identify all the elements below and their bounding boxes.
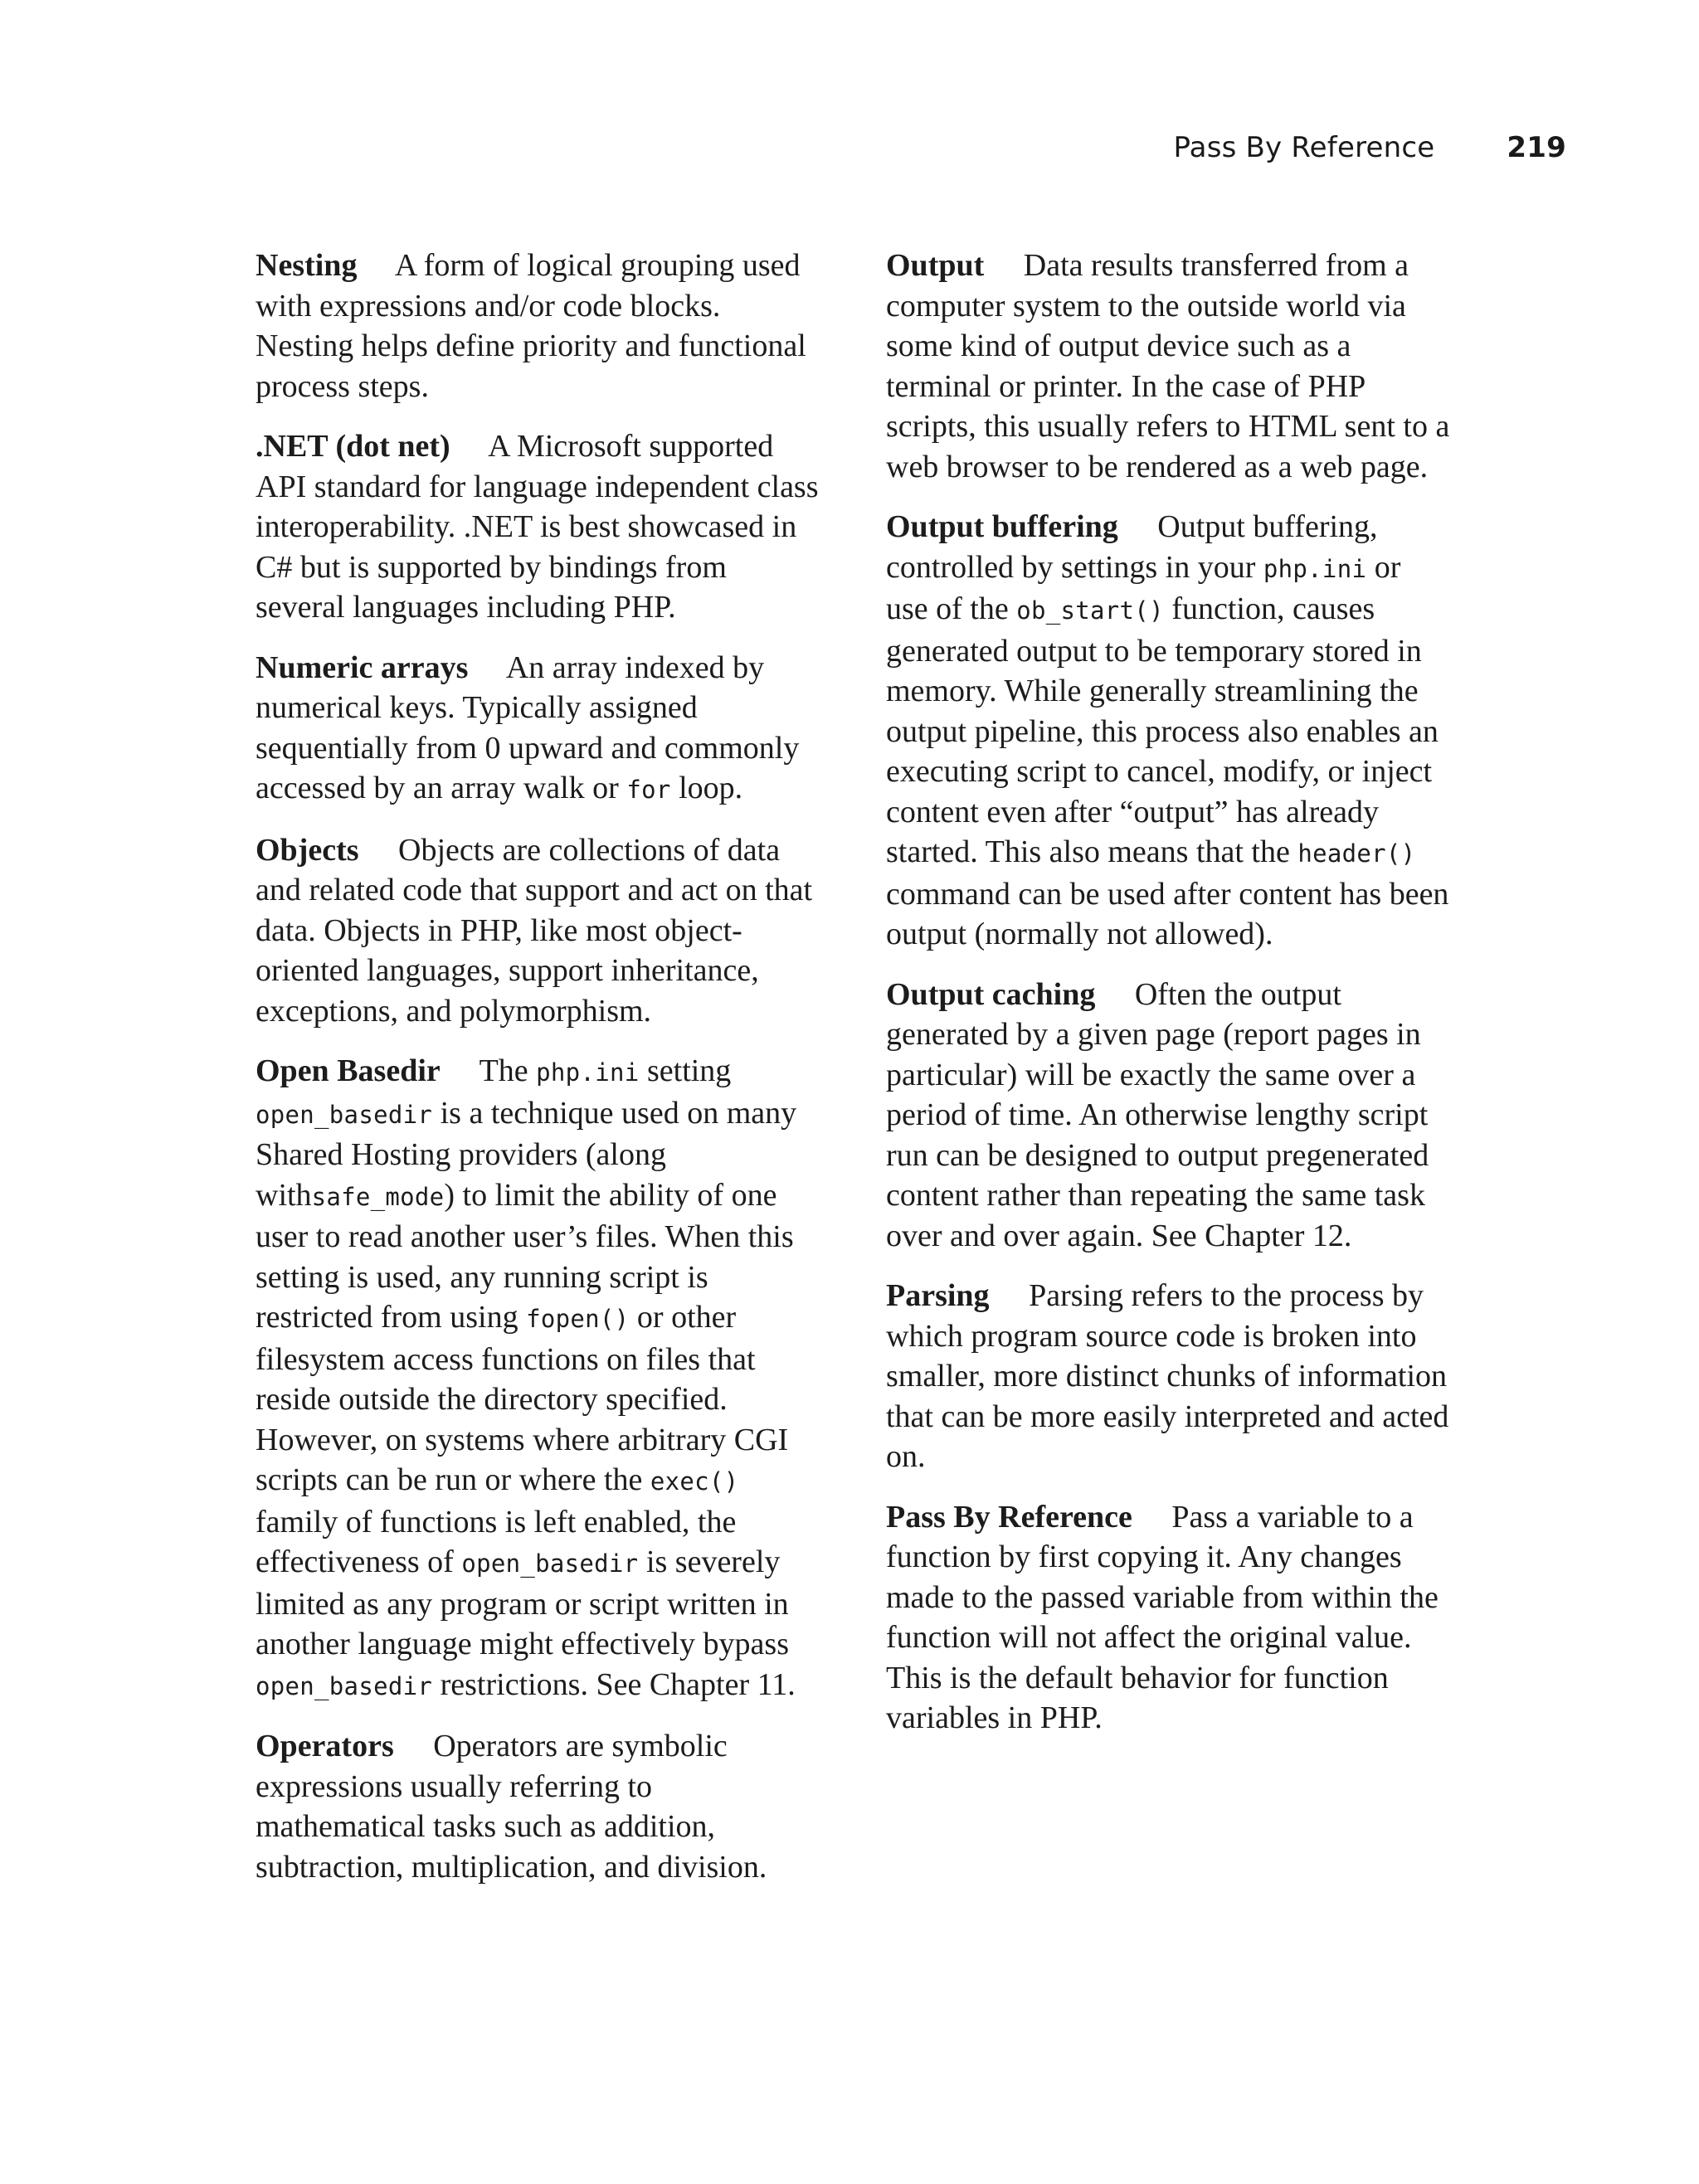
- glossary-definition: Parsing refers to the process by which program source code is broken into smaller, more distinct chunks of information that can be more easily interpreted and acted on.: [886, 1278, 1449, 1474]
- glossary-term: Objects: [256, 832, 359, 868]
- glossary-definition: Data results transferred from a computer system to the outside world via some kind of output device such as a terminal or printer. In the case of PHP scripts, this usually refers to HTML sent to a web browser to be rendered as a web page.: [886, 248, 1450, 484]
- code-php-ini: php.ini: [1263, 554, 1367, 583]
- glossary-term: Parsing: [886, 1278, 990, 1313]
- glossary-definition: A Microsoft supported API standard for language independent class interoperability. .NET is best showcased in C# but is supported by bindings from several languages including PHP.: [256, 429, 819, 625]
- code-header: header(): [1297, 839, 1416, 868]
- glossary-term: Operators: [256, 1729, 394, 1763]
- glossary-entry-dotnet: [256, 426, 820, 628]
- glossary-term: Open Basedir: [256, 1053, 441, 1088]
- page-number: 219: [1507, 131, 1566, 164]
- code-open-basedir: open_basedir: [256, 1100, 433, 1129]
- glossary-definition-cont: restrictions. See Chapter 11.: [440, 1666, 796, 1702]
- glossary-entry-output-caching: [886, 975, 1450, 1257]
- glossary-definition-cont: loop.: [679, 771, 743, 805]
- glossary-definition: Operators are symbolic expressions usually referring to mathematical tasks such as addition, subtraction, multiplication, and division.: [256, 1729, 767, 1885]
- glossary-entry-open-basedir: [256, 1051, 820, 1706]
- code-ob-start: ob_start(): [1016, 596, 1164, 625]
- glossary-definition-cont: is a technique used on many Shared Hosting providers (along with: [256, 1095, 797, 1213]
- glossary-term: Nesting: [256, 248, 358, 283]
- glossary-entry-operators: [256, 1726, 820, 1887]
- code-exec: exec(): [650, 1467, 739, 1496]
- glossary-definition-cont: or use of the: [886, 549, 1401, 626]
- glossary-entry-output: [886, 246, 1450, 487]
- glossary-term: Output buffering: [886, 509, 1118, 544]
- glossary-definition-cont: function, causes generated output to be temporary stored in memory. While generally streamlining the output pipeline, this process also enables an executing script to cancel, modify, or inject content even after “output” has already started. This also means that the: [886, 591, 1439, 869]
- code-fopen: fopen(): [526, 1305, 630, 1333]
- glossary-entry-nesting: [256, 246, 820, 406]
- code-keyword: for: [626, 776, 671, 804]
- glossary-entry-output-buffering: [886, 507, 1450, 955]
- glossary-term: .NET (dot net): [256, 429, 450, 464]
- glossary-entry-parsing: [886, 1276, 1450, 1477]
- right-column: [886, 246, 1450, 1758]
- glossary-definition: An array indexed by numerical keys. Typically assigned sequentially from 0 upward and commonly accessed by an array walk or: [256, 649, 800, 805]
- glossary-definition: Objects are collections of data and related code that support and act on that data. Objects in PHP, like most object-oriented languages, support inheritance, exceptions, and polymorphism.: [256, 832, 813, 1029]
- glossary-term: Numeric arrays: [256, 649, 469, 685]
- glossary-definition-cont: setting: [646, 1053, 732, 1088]
- glossary-definition: The: [479, 1053, 528, 1088]
- glossary-entry-pass-by-reference: [886, 1497, 1450, 1739]
- running-header: [1173, 131, 1566, 164]
- code-php-ini: php.ini: [536, 1058, 640, 1087]
- glossary-definition: Output buffering, controlled by settings in your: [886, 509, 1378, 585]
- glossary-entry-objects: [256, 830, 820, 1032]
- glossary-definition-cont: family of functions is left enabled, the effectiveness of: [256, 1504, 737, 1579]
- code-open-basedir: open_basedir: [256, 1671, 433, 1700]
- glossary-definition-cont: or other filesystem access functions on files that reside outside the directory specified. However, on systems where arbitrary CGI scripts can be run or where the: [256, 1300, 789, 1497]
- glossary-term: Output caching: [886, 976, 1096, 1012]
- glossary-term: Pass By Reference: [886, 1499, 1132, 1535]
- glossary-definition-cont: command can be used after content has been output (normally not allowed).: [886, 876, 1449, 951]
- glossary-definition: Pass a variable to a function by first copying it. Any changes made to the passed variable from within the function will not affect the original value. This is the default behavior for function variables in PHP.: [886, 1499, 1439, 1735]
- left-column: [256, 246, 820, 1907]
- glossary-entry-numeric-arrays: [256, 648, 820, 810]
- header-section-title: Pass By Reference: [1173, 131, 1435, 164]
- glossary-definition-cont: ) to limit the ability of one user to read another user’s files. When this setting is used, any running script is restricted from using: [256, 1177, 794, 1335]
- glossary-definition: Often the output generated by a given page (report pages in particular) will be exactly the same over a period of time. An otherwise lengthy script run can be designed to output pregenerated content rather than repeating the same task over and over again. See Chapter 12.: [886, 976, 1429, 1253]
- glossary-definition-cont: is severely limited as any program or script written in another language might effectively bypass: [256, 1544, 789, 1661]
- code-open-basedir: open_basedir: [461, 1549, 639, 1578]
- glossary-term: Output: [886, 248, 985, 283]
- glossary-definition: A form of logical grouping used with expressions and/or code blocks. Nesting helps define priority and functional process steps.: [256, 248, 806, 404]
- code-safe-mode: safe_mode: [311, 1182, 445, 1211]
